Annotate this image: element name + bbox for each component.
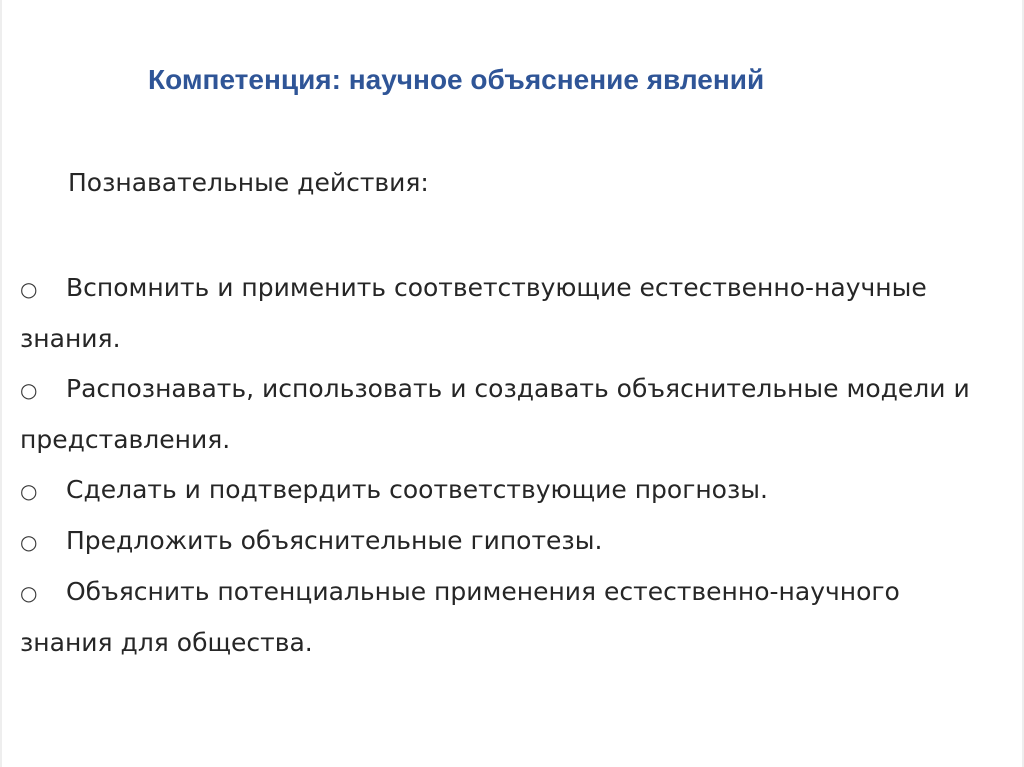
- circle-bullet-icon: ○: [20, 378, 38, 402]
- circle-bullet-icon: ○: [20, 479, 38, 503]
- list-item-text-line1: Сделать и подтвердить соответствующие прогнозы.: [66, 475, 768, 504]
- list-item: [20, 516, 1010, 567]
- list-item-text-line1: Объяснить потенциальные применения естественно-научного: [66, 577, 900, 606]
- list-item: [20, 465, 1010, 516]
- list-item-text-line2: представления.: [20, 425, 231, 454]
- list-item: [20, 567, 1010, 668]
- list-item-text-line1: Распознавать, использовать и создавать объяснительные модели и: [66, 374, 970, 403]
- list-item-text-line2: знания для общества.: [20, 628, 313, 657]
- list-item: [20, 263, 1010, 364]
- circle-bullet-icon: ○: [20, 530, 38, 554]
- list-item-text-line2: знания.: [20, 324, 121, 353]
- circle-bullet-icon: ○: [20, 581, 38, 605]
- list-item: [20, 364, 1010, 465]
- slide-subtitle: Познавательные действия:: [68, 168, 429, 197]
- competency-list: [20, 263, 1010, 668]
- circle-bullet-icon: ○: [20, 277, 38, 301]
- list-item-text-line1: Вспомнить и применить соответствующие естественно-научные: [66, 273, 927, 302]
- slide-title: Компетенция: научное объяснение явлений: [148, 64, 765, 95]
- list-item-text-line1: Предложить объяснительные гипотезы.: [66, 526, 603, 555]
